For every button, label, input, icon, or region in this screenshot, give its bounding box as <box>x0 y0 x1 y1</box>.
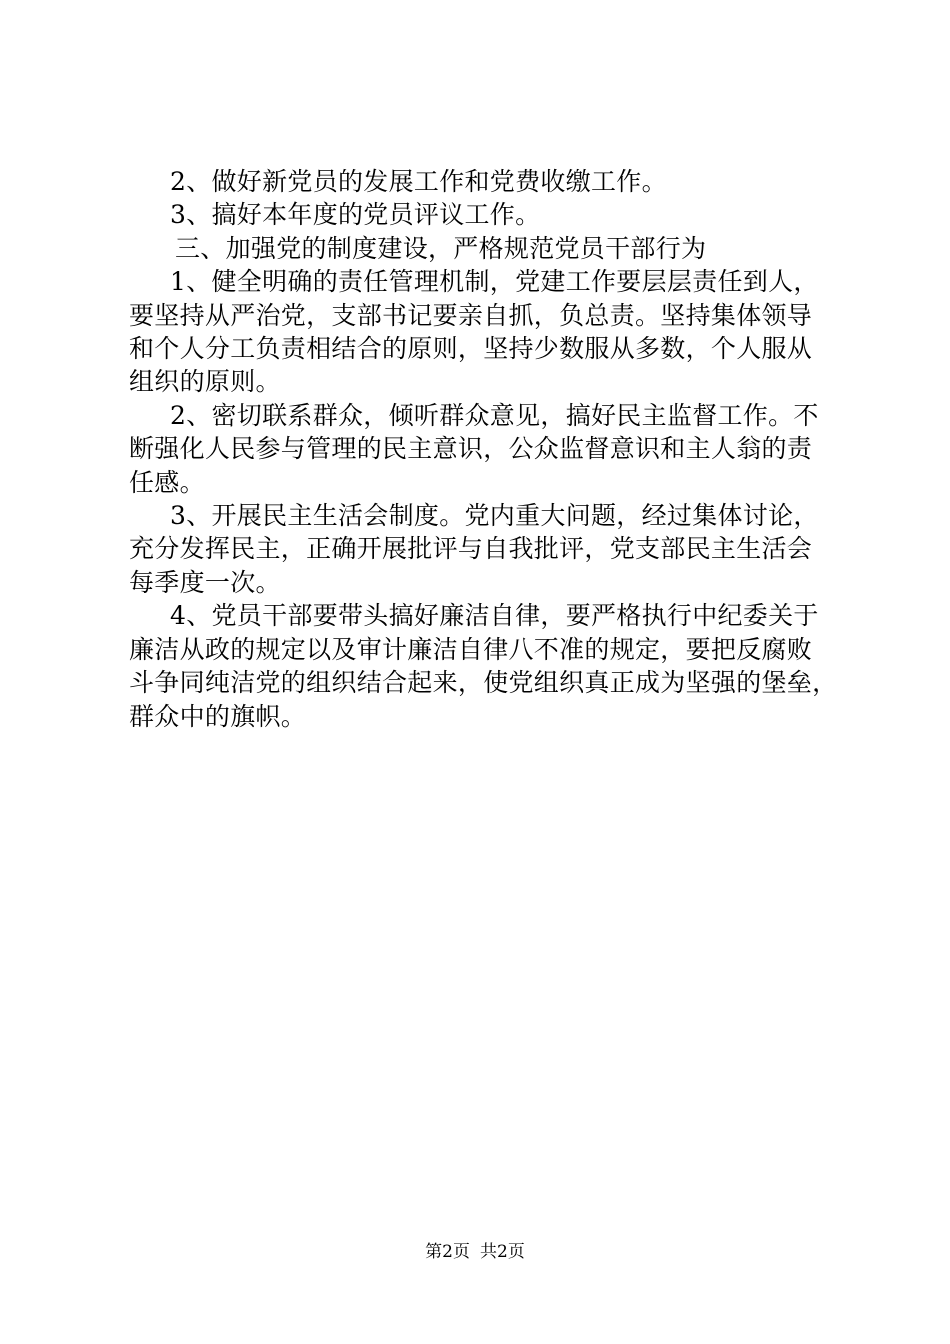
text-line: 三、加强党的制度建设，严格规范党员干部行为 <box>175 233 707 263</box>
paragraph-democratic-life <box>129 499 849 599</box>
paragraph-item-2 <box>129 165 849 198</box>
paragraph-item-3 <box>129 198 849 231</box>
text-line: 组织的原则。 <box>129 367 281 397</box>
paragraph-integrity <box>129 599 849 733</box>
text-line: 1、健全明确的责任管理机制，党建工作要层层责任到人， <box>170 267 819 297</box>
text-line: 群众中的旗帜。 <box>129 701 307 731</box>
text-line: 2、做好新党员的发展工作和党费收缴工作。 <box>170 167 667 196</box>
paragraph-masses <box>129 399 849 499</box>
text-line: 要坚持从严治党，支部书记要亲自抓，负总责。坚持集体领导 <box>129 300 813 330</box>
text-line: 充分发挥民主，正确开展批评与自我批评，党支部民主生活会 <box>129 534 813 564</box>
document-body <box>129 165 849 733</box>
paragraph-responsibility <box>129 265 849 399</box>
text-line: 3、开展民主生活会制度。党内重大问题，经过集体讨论， <box>170 501 819 531</box>
text-line: 每季度一次。 <box>129 567 281 597</box>
page-number: 第2页 <box>425 1242 470 1262</box>
page-footer <box>0 1240 950 1264</box>
section-heading-3 <box>129 232 849 265</box>
text-line: 任感。 <box>129 467 205 497</box>
text-line: 廉洁从政的规定以及审计廉洁自律八不准的规定，要把反腐败 <box>129 634 813 664</box>
text-line: 2、密切联系群众，倾听群众意见，搞好民主监督工作。不 <box>170 400 819 430</box>
text-line: 和个人分工负责相结合的原则，坚持少数服从多数，个人服从 <box>129 334 813 364</box>
text-line: 断强化人民参与管理的民主意识，公众监督意识和主人翁的责 <box>129 434 813 464</box>
text-line: 3、搞好本年度的党员评议工作。 <box>170 200 541 230</box>
text-line: 斗争同纯洁党的组织结合起来，使党组织真正成为坚强的堡垒， <box>129 668 838 698</box>
page-total: 共2页 <box>480 1242 525 1262</box>
text-line: 4、党员干部要带头搞好廉洁自律，要严格执行中纪委关于 <box>170 601 819 631</box>
